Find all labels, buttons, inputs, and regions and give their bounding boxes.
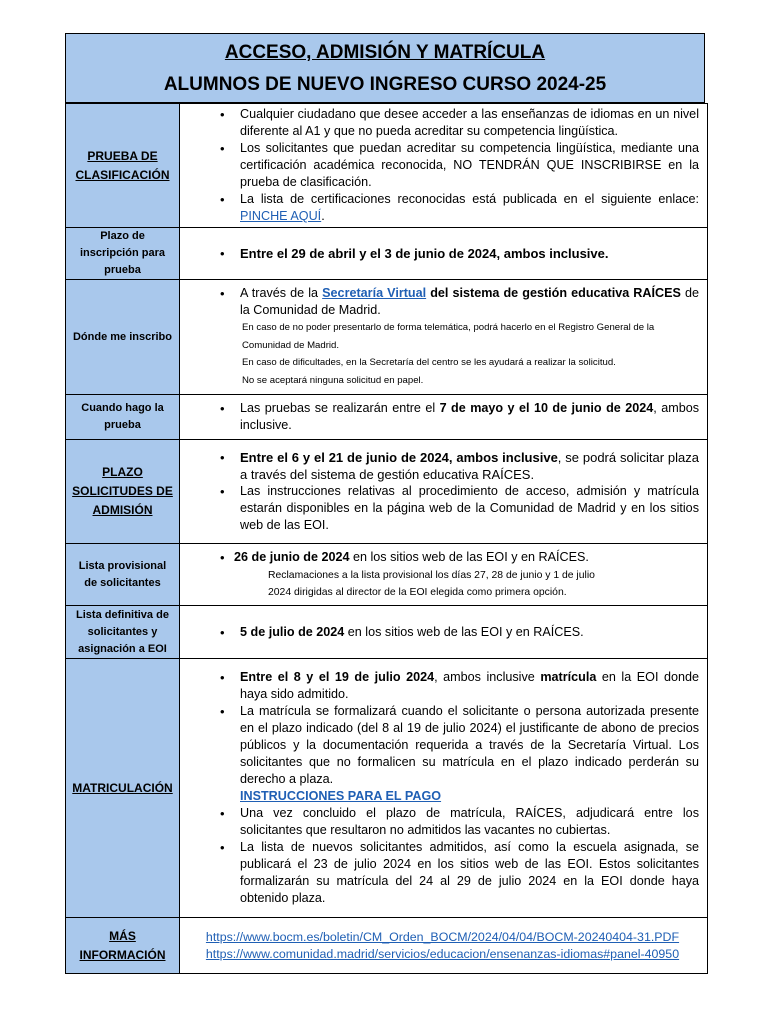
list-item	[186, 191, 699, 225]
note-text: En caso de dificultades, en la Secretaría del centro se les ayudará a realizar la solicitud.	[242, 357, 616, 368]
row-donde-inscribo	[66, 280, 708, 395]
label-text: inscripción para	[80, 247, 165, 259]
list-item-text: 7 de mayo y el 10 de junio de 2024	[439, 401, 654, 415]
list-item: • La matrícula se formalizará cuando el solicitante o persona autorizada presente en el plazo indicado (del 8 al 19 de julio 2024) el justificante de abono de precios públicos y la documentación requerida a través de la Secretaría Virtual. Los solicitantes que no formalicen su matrícula en el plazo indicado perderán su derecho a plaza.	[186, 703, 699, 788]
row-lista-provisional	[66, 544, 708, 606]
list-item	[186, 449, 699, 483]
list-item-text: Entre el 8 y el 19 de julio 2024	[240, 670, 435, 684]
content-lista-definitiva	[180, 606, 708, 659]
label-text: solicitantes y	[87, 625, 158, 638]
list-item: • Las instrucciones relativas al procedimiento de acceso, admisión y matrícula estarán disponibles en la página web de la Comunidad de Madrid y en los sitios web de las EOI.	[186, 483, 699, 534]
list-item	[186, 245, 699, 262]
list-item-text: Entre el 29 de abril y el 3 de junio de 2024, ambos inclusive.	[240, 246, 609, 261]
label-mas-informacion	[66, 918, 180, 974]
list-item: • La lista de nuevos solicitantes admitidos, así como la escuela asignada, se publicará el 23 de julio 2024 en los sitios web de las EOI. Estos solicitantes formalizarán su matrícula del 24 al 29 de julio 2024 en la EOI donde haya obtenido plaza.	[186, 839, 699, 907]
list-item-text: del sistema de gestión educativa RAÍCES	[426, 286, 681, 300]
document-header	[65, 33, 705, 103]
row-lista-definitiva	[66, 606, 708, 659]
list-item: • Cualquier ciudadano que desee acceder a las enseñanzas de idiomas en un nivel diferente al A1 y que no pueda acreditar su competencia lingüística.	[186, 106, 699, 140]
list-item-text: en los sitios web de las EOI y en RAÍCES.	[344, 624, 584, 639]
instrucciones-pago-link[interactable]: INSTRUCCIONES PARA EL PAGO	[240, 789, 442, 803]
bocm-link[interactable]: https://www.bocm.es/boletin/CM_Orden_BOCM/2024/04/04/BOCM-20240404-31.PDF	[205, 929, 680, 944]
label-text: prueba	[104, 419, 141, 431]
label-matriculacion	[66, 659, 180, 918]
row-plazo-admision	[66, 440, 708, 544]
secretaria-virtual-link[interactable]: Secretaría Virtual	[322, 286, 427, 300]
label-donde-inscribo	[66, 280, 180, 395]
list-item-text: A través de la	[240, 286, 323, 300]
label-lista-definitiva	[66, 606, 180, 659]
content-lista-provisional	[180, 544, 708, 606]
label-text: Cuando hago la	[81, 402, 164, 414]
label-text: Lista definitiva de	[76, 608, 169, 621]
list-item	[186, 285, 699, 319]
note-text: Reclamaciones a la lista provisional los días 27, 28 de junio y 1 de julio	[268, 570, 595, 581]
list-item-text: , ambos inclusive	[434, 670, 541, 684]
content-plazo-inscripcion	[180, 228, 708, 280]
list-item	[186, 624, 699, 641]
punct: .	[321, 209, 325, 223]
label-text: Dónde me inscribo	[72, 330, 173, 343]
list-item	[186, 669, 699, 703]
note-text: 2024 dirigidas al director de la EOI elegida como primera opción.	[268, 587, 567, 598]
content-donde-inscribo	[180, 280, 708, 395]
list-item-text: La lista de certificaciones reconocidas está publicada en el siguiente enlace:	[240, 192, 699, 206]
list-item-text: en la EOI donde haya sido admitido.	[240, 670, 699, 701]
label-text: SOLICITUDES DE	[72, 484, 173, 498]
note-text: No se aceptará ninguna solicitud en papel.	[242, 374, 424, 386]
list-item-text: matrícula	[540, 670, 597, 684]
label-text: de solicitantes	[84, 576, 161, 589]
comunidad-madrid-link[interactable]: https://www.comunidad.madrid/servicios/educacion/ensenanzas-idiomas#panel-40950	[205, 946, 680, 961]
label-prueba-clasificacion	[66, 104, 180, 228]
label-text: INFORMACIÓN	[79, 947, 166, 962]
label-lista-provisional	[66, 544, 180, 606]
label-text: PLAZO	[102, 465, 143, 479]
label-cuando-prueba	[66, 395, 180, 440]
header-title-line2: ALUMNOS DE NUEVO INGRESO CURSO 2024-25	[163, 74, 607, 95]
pago-link-line	[186, 788, 699, 805]
link-line	[186, 929, 699, 946]
row-matriculacion	[66, 659, 708, 918]
label-plazo-admision	[66, 440, 180, 544]
label-text: Lista provisional	[78, 559, 167, 572]
list-item-text: de la Comunidad de Madrid.	[240, 286, 699, 317]
pinche-aqui-link[interactable]: PINCHE AQUÍ	[240, 209, 322, 223]
header-title-line1: ACCESO, ADMISIÓN Y MATRÍCULA	[224, 42, 546, 63]
list-item-text: , se podrá solicitar plaza a través del sistema de gestión educativa RAÍCES.	[240, 450, 699, 482]
label-text: ADMISIÓN	[92, 503, 153, 517]
label-plazo-inscripcion	[66, 228, 180, 280]
label-text: prueba	[104, 264, 141, 276]
link-line	[186, 946, 699, 963]
info-table	[65, 103, 708, 974]
row-cuando-prueba	[66, 395, 708, 440]
content-prueba-clasificacion	[180, 104, 708, 228]
content-matriculacion	[180, 659, 708, 918]
list-item-text: , ambos inclusive.	[240, 401, 699, 432]
label-text: asignación a EOI	[78, 642, 167, 655]
content-plazo-admision	[180, 440, 708, 544]
list-item-text: en los sitios web de las EOI y en RAÍCES.	[349, 550, 589, 564]
row-mas-informacion	[66, 918, 708, 974]
label-text: Plazo de	[100, 230, 145, 242]
list-item-text: Las pruebas se realizarán entre el	[240, 401, 440, 415]
content-cuando-prueba	[180, 395, 708, 440]
label-text: MÁS	[109, 928, 136, 943]
row-prueba-clasificacion	[66, 104, 708, 228]
label-text: PRUEBA DE	[87, 148, 158, 163]
list-item-text: 26 de junio de 2024	[234, 550, 350, 564]
note-text: En caso de no poder presentarlo de forma telemática, podrá hacerlo en el Registro General de la Comunidad de Madrid.	[242, 322, 655, 351]
list-item-text: 5 de julio de 2024	[240, 624, 345, 639]
list-item	[186, 400, 699, 434]
list-item: • Los solicitantes que puedan acreditar su competencia lingüística, mediante una certificación académica reconocida, NO TENDRÁN QUE INSCRIBIRSE en la prueba de clasificación.	[186, 140, 699, 191]
list-item: • Una vez concluido el plazo de matrícula, RAÍCES, adjudicará entre los solicitantes que resultaron no admitidos las vacantes no cubiertas.	[186, 805, 699, 839]
list-item	[186, 549, 699, 566]
document-page	[65, 33, 707, 974]
content-mas-informacion	[180, 918, 708, 974]
list-item-text: Entre el 6 y el 21 de junio de 2024, ambos inclusive	[240, 450, 558, 465]
label-text: MATRICULACIÓN	[72, 780, 173, 795]
row-plazo-inscripcion	[66, 228, 708, 280]
label-text: CLASIFICACIÓN	[75, 167, 170, 182]
